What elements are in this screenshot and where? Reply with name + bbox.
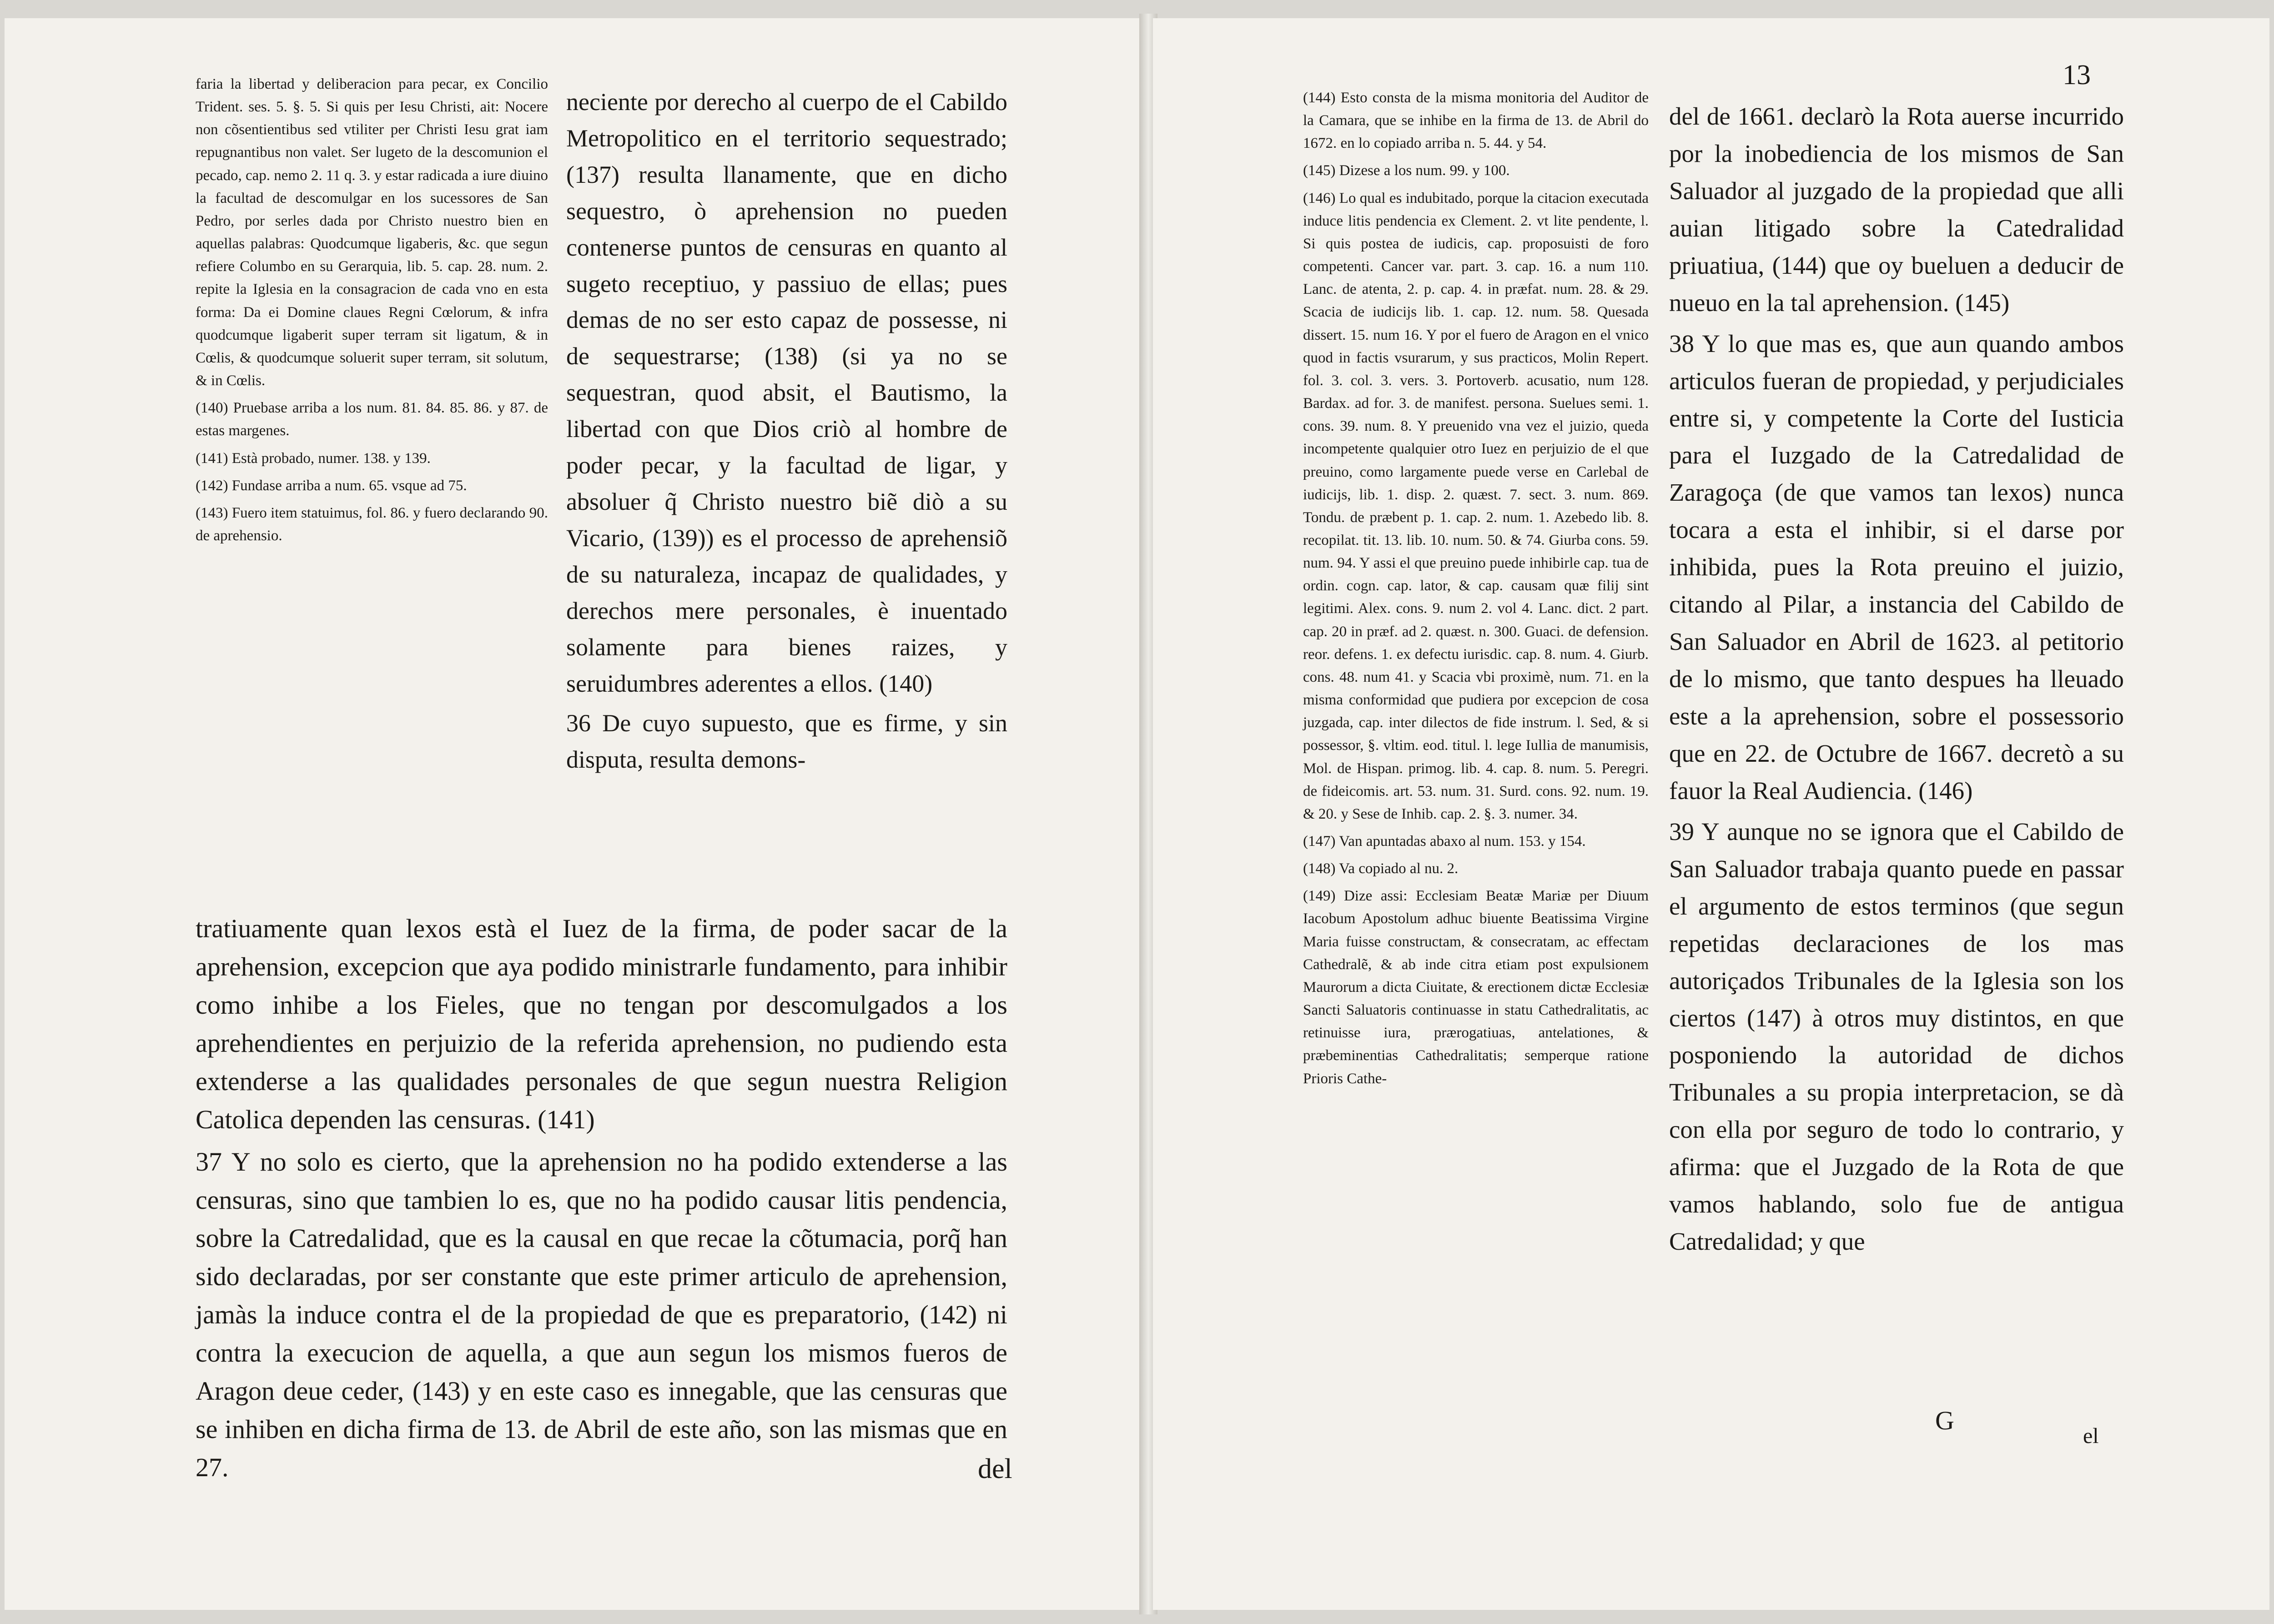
marginal-note: faria la libertad y deliberacion para pecar, ex Concilio Trident. ses. 5. §. 5. Si quis per Iesu Christi, ait: Nocere non cõsentientibus sed vtiliter per Christi Iesu grat iam repugnantibus non valet. Ser lugeto de la descomunion el pecado, cap. nemo 2. 11 q. 3. y estar radicada a iure diuino la facultad de descomulgar en los sucessores de San Pedro, por serles dada por Christo nuestro bien en aquellas palabras: Quodcumque ligaberis, &c. que segun refiere Columbo en su Gerarquia, lib. 5. cap. 28. num. 2. repite la Iglesia en la consagracion de cada vno en esta forma: Da ei Domine claues Regni Cœlorum, & infra quodcumque ligaberit super terram sit ligatum, & in Cœlis, & quodcumque soluerit super terram, sit solutum, & in Cœlis. [196, 76, 548, 389]
right-main-column [1669, 98, 2124, 1264]
marginal-note: (140) Pruebase arriba a los num. 81. 84. 85. 86. y 87. de estas margenes. [196, 400, 548, 439]
marginal-note: (141) Està probado, numer. 138. y 139. [196, 450, 431, 467]
body-paragraph: neciente por derecho al cuerpo de el Cabildo Metropolitico en el territorio sequestrado; (137) resulta llanamente, que en dicho sequestro, ò aprehension no pueden contenerse puntos de censuras en quanto al sugeto receptiuo, y passiuo de ellas; pues demas de no ser esto capaz de possesse, ni de sequestrarse; (138) (si ya no se sequestran, quod absit, el Bautismo, la libertad con que Dios criò al hombre de poder pecar, y la facultad de ligar, y absoluer q̃ Christo nuestro biẽ diò a su Vicario, (139)) es el processo de aprehensiõ de su naturaleza, incapaz de qualidades, y derechos mere personales, è inuentado solamente para bienes raizes, y seruidumbres aderentes a ellos. (140) [566, 88, 1007, 697]
right-page [1153, 18, 2269, 1610]
marginal-note: (145) Dizese a los num. 99. y 100. [1303, 162, 1510, 179]
left-main-column [566, 84, 1007, 782]
marginal-note: (147) Van apuntadas abaxo al num. 153. y 154. [1303, 833, 1586, 850]
body-paragraph: 36 De cuyo supuesto, que es firme, y sin disputa, resulta demons- [566, 709, 1007, 774]
body-paragraph: del de 1661. declarò la Rota auerse incurrido por la inobediencia de los mismos de San Saluador al juzgado de la propiedad que alli auian litigado sobre la Catedralidad priuatiua, (144) que oy bueluen a deducir de nueuo en la tal aprehension. (145) [1669, 102, 2124, 317]
marginal-note: (143) Fuero item statuimus, fol. 86. y fuero declarando 90. de aprehensio. [196, 504, 548, 544]
catchword: el [2083, 1424, 2099, 1448]
marginal-note: (144) Esto consta de la misma monitoria del Auditor de la Camara, que se inhibe en la firma de 13. de Abril do 1672. en lo copiado arriba n. 5. 44. y 54. [1303, 90, 1649, 152]
right-notes-column [1303, 86, 1649, 1095]
left-page [5, 18, 1144, 1610]
body-paragraph: tratiuamente quan lexos està el Iuez de la firma, de poder sacar de la aprehension, excepcion que aya podido ministrarle fundamento, para inhibir como inhibe a los Fieles, que no tengan por descomulgados a los aprehendientes en perjuizio de la referida aprehension, no pudiendo esta extenderse a las qualidades personales de que segun nuestra Religion Catolica dependen las censuras. (141) [196, 914, 1007, 1135]
marginal-note: (149) Dize assi: Ecclesiam Beatæ Mariæ per Diuum Iacobum Apostolum adhuc biuente Beatissima Virgine Maria fuisse constructam, & consecratam, ac effectam Cathedralẽ, & ab inde citra etiam post expulsionem Maurorum a dicta Ciuitate, & erectionem dictæ Ecclesiæ Sancti Saluatoris continuasse in statu Cathedralitatis, ac retinuisse iura, prærogatiuas, antelationes, & præbeminentias Cathedralitatis; semperque ratione Prioris Cathe- [1303, 888, 1649, 1087]
body-paragraph: 37 Y no solo es cierto, que la aprehension no ha podido extenderse a las censuras, sino que tambien lo es, que no ha podido causar litis pendencia, sobre la Catredalidad, que es la causal en que recae la cõtumacia, porq̃ han sido declaradas, por ser constante que este primer articulo de aprehension, jamàs la induce contra el de la propiedad de que es preparatorio, (142) ni contra la execucion de aquella, a que aun segun los mismos fueros de Aragon deue ceder, (143) y en este caso es innegable, que las censuras que se inhiben en dicha firma de 13. de Abril de este año, son las mismas que en 27. [196, 1146, 1007, 1483]
left-notes-column [196, 73, 548, 552]
marginal-note: (148) Va copiado al nu. 2. [1303, 860, 1459, 877]
body-paragraph: 39 Y aunque no se ignora que el Cabildo de San Saluador trabaja quanto puede en passar el argumento de estos terminos (que segun repetidas declaraciones de los mas autoriçados Tribunales de la Iglesia son los ciertos (147) à otros muy distintos, en que posponiendo la autoridad de dichos Tribunales a su propia interpretacion, se dà con ella por seguro de todo lo contrario, y afirma: que el Juzgado de la Rota de que vamos hablando, solo fue de antigua Catredalidad; y que [1669, 817, 2124, 1256]
body-paragraph: 38 Y lo que mas es, que aun quando ambos articulos fueran de propiedad, y perjudiciales entre si, y competente la Corte del Iusticia para el Iuzgado de la Catredalidad de Zaragoça (de que vamos tan lexos) nunca tocara a esta el inhibir, si el darse por inhibida, pues la Rota preuino el juizio, citando al Pilar, a instancia del Cabildo de San Saluador en Abril de 1623. al petitorio de lo mismo, que tanto despues ha lleuado este a la aprehension, sobre el possessorio que en 22. de Octubre de 1667. decretò a su fauor la Real Audiencia. (146) [1669, 329, 2124, 804]
marginal-note: (142) Fundase arriba a num. 65. vsque ad 75. [196, 477, 467, 494]
marginal-note: (146) Lo qual es indubitado, porque la citacion executada induce litis pendencia ex Clement. 2. vt lite pendente, l. Si quis postea de iudicis, cap. proposuisti de foro competenti. Cancer var. part. 3. cap. 16. a num 110. Lanc. de atenta, 2. p. cap. 4. in præfat. num. 28. & 29. Scacia de iudicijs lib. 1. cap. 12. num. 58. Quesada dissert. 15. num 16. Y por el fuero de Aragon en el vnico quod in factis vsurarum, y sus practicos, Molin Repert. fol. 3. col. 3. vers. 3. Portoverb. acusatio, num 128. Bardax. ad for. 3. de manifest. persona. Suelues semi. 1. cons. 39. num. 8. Y preuenido vna vez el juizio, queda incompetente qualquier otro Iuez en perjuizio de el que preuino, como largamente puede verse en Carlebal de iudicijs, lib. 1. disp. 2. quæst. 7. sect. 3. num. 869. Tondu. de præbent p. 1. cap. 2. num. 1. Azebedo lib. 8. recopilat. tit. 13. lib. 10. num. 50. & 74. Giurba cons. 59. num. 94. Y assi el que preuino puede inhibirle cap. tua de ordin. cogn. cap. lator, & cap. causam quæ filij sint legitimi. Alex. cons. 9. num 2. vol 4. Lanc. dict. 2 part. cap. 20 in præf. ad 2. quæst. n. 300. Guaci. de defension. reor. defens. 1. ex defectu iurisdic. cap. 8. num. 4. Giurb. cons. 48. num 41. y Scacia vbi proximè, num. 71. en la misma conformidad que pudiera por excepcion de cosa juzgada, cap. inter dilectos de fide instrum. l. Sed, & si possessor, §. vltim. eod. titul. l. lege Iullia de manumisis, Mol. de Hispan. primog. lib. 4. cap. 8. num. 5. Peregri. de fideicomis. art. 53. num. 31. Surd. cons. 92. num. 19. & 20. y Sese de Inhib. cap. 2. §. 3. numer. 34. [1303, 190, 1649, 822]
catchword: del [978, 1453, 1012, 1484]
left-full-width-text [196, 910, 1007, 1490]
page-number: 13 [2063, 60, 2091, 91]
signature-mark: G [1935, 1406, 1954, 1435]
